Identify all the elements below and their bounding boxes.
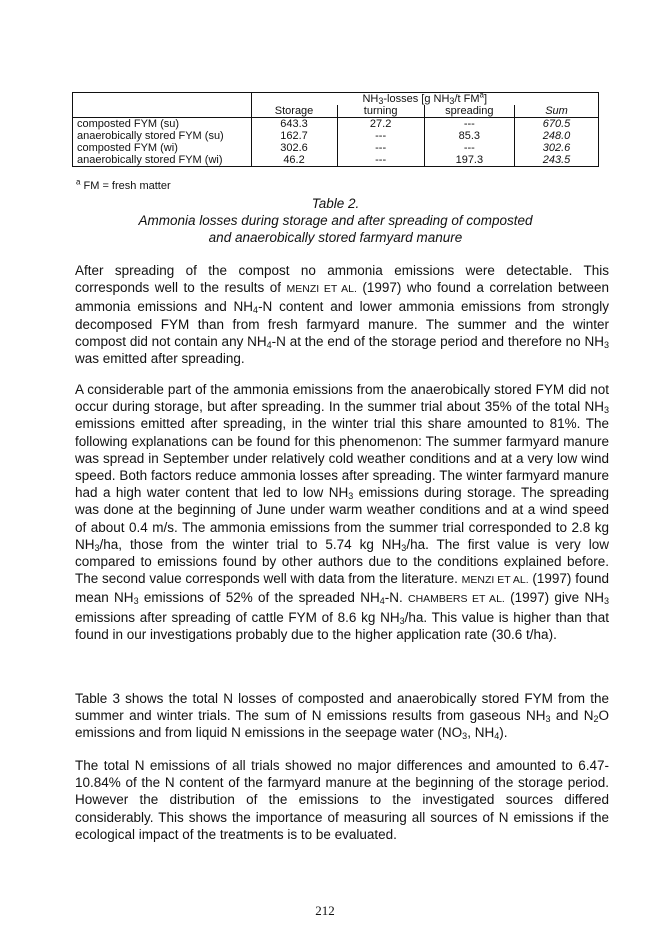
table-cell-label: composted FYM (wi) bbox=[73, 142, 252, 154]
table-row bbox=[73, 154, 599, 167]
table-cell-turning: --- bbox=[337, 154, 424, 167]
table-cell-turning: 27.2 bbox=[337, 118, 424, 131]
table-header-spreading: spreading bbox=[424, 105, 514, 118]
table-cell-label: composted FYM (su) bbox=[73, 118, 252, 131]
table-cell-label: anaerobically stored FYM (wi) bbox=[73, 154, 252, 167]
paragraph-2: A considerable part of the ammonia emissions from the anaerobically stored FYM did not occur during storage, but after spreading. In the summer trial about 35% of the total $NH_3$ emissions emitted after spreading, in the winter trial this share amounted to 81%. The following explanations can be found for this phenomenon: The summer farmyard manure was spread in September under relatively cold weather conditions and at a very low wind speed. Both factors reduce ammonia losses after spreading. The winter farmyard manure had a high water content that led to low $NH_3$ emissions during storage. The spreading was done at the beginning of June under warm weather conditions and at a wind speed of about 0.4 m/s. The ammonia emissions from the summer trial corresponded to 2.8 kg $NH_3/ha$, those from the winter trial to 5.74 kg $NH_3/ha$. The first value is very low compared to emissions found by other authors due to the conditions explained before. The second value corresponds well with data from the literature. MENZI ET AL. (1997) found mean $NH_3$ emissions of 52% of the spreaded $NH_4-N$. CHAMBERS ET AL. (1997) give $NH_3$ emissions after spreading of cattle FYM of 8.6 kg $NH_3/ha$. This value is higher than that found in our investigations probably due to the higher application rate (30.6 t/ha). bbox=[75, 382, 610, 642]
table-row bbox=[73, 130, 599, 142]
table-cell-turning: --- bbox=[337, 130, 424, 142]
table-cell-turning: --- bbox=[337, 142, 424, 154]
table-cell-spreading: 197.3 bbox=[424, 154, 514, 167]
table-cell-sum: 243.5 bbox=[515, 154, 599, 167]
table-group-header: $NH_3$-losses [g $NH_3/t$ $FM^a$] bbox=[251, 93, 599, 106]
paragraph-4: The total N emissions of all trials showed no major differences and amounted to 6.47-10.84% of the N content of the farmyard manure at the beginning of the storage period. However the distribution of the emissions to the investigated sources differed considerably. This shows the importance of measuring all sources of N emissions if the ecological impact of the treatments is to be evaluated. bbox=[75, 758, 609, 842]
table-cell-sum: 248.0 bbox=[515, 130, 599, 142]
table-caption-line1: Ammonia losses during storage and after spreading of composted bbox=[138, 213, 533, 228]
table-cell-spreading: --- bbox=[424, 142, 514, 154]
table-header-sum: Sum bbox=[515, 105, 599, 118]
table-cell-spreading: --- bbox=[424, 118, 514, 131]
table-header-blank bbox=[73, 105, 252, 118]
table-group-header-row bbox=[73, 93, 599, 106]
table-cell-storage: 302.6 bbox=[251, 142, 337, 154]
table-cell-label: anaerobically stored FYM (su) bbox=[73, 130, 252, 142]
paragraph-1: After spreading of the compost no ammonia emissions were detectable. This corresponds well to the results of MENZI ET AL. (1997) who found a correlation between ammonia emissions and $NH_4-N$ content and lower ammonia emissions from strongly decomposed FYM than from fresh farmyard manure. The summer and the winter compost did not contain any $NH_4-N$ at the end of the storage period and therefore no $NH_3$ was emitted after spreading. bbox=[75, 263, 609, 367]
table-cell-storage: 162.7 bbox=[251, 130, 337, 142]
table-footnote: $^a$ FM = fresh matter bbox=[76, 177, 171, 192]
table-caption-line2: and anaerobically stored farmyard manure bbox=[208, 230, 463, 245]
table-cell-sum: 302.6 bbox=[515, 142, 599, 154]
table-row bbox=[73, 118, 599, 131]
table-cell-storage: 643.3 bbox=[251, 118, 337, 131]
table-row bbox=[73, 142, 599, 154]
ammonia-losses-table bbox=[72, 92, 599, 167]
table-cell-sum: 670.5 bbox=[515, 118, 599, 131]
table-header-row bbox=[73, 105, 599, 118]
paragraph-3: Table 3 shows the total N losses of composted and anaerobically stored FYM from the summer and winter trials. The sum of N emissions results from gaseous $NH_3$ and $N_2O$ emissions and from liquid N emissions in the seepage water ($NO_3$, $NH_4$). bbox=[75, 691, 609, 742]
page-number: 212 bbox=[315, 903, 335, 918]
table-cell-spreading: 85.3 bbox=[424, 130, 514, 142]
table-caption-label: Table 2. bbox=[311, 196, 360, 211]
table-cell-storage: 46.2 bbox=[251, 154, 337, 167]
table-header-storage: Storage bbox=[251, 105, 337, 118]
table-header-turning: turning bbox=[337, 105, 424, 118]
